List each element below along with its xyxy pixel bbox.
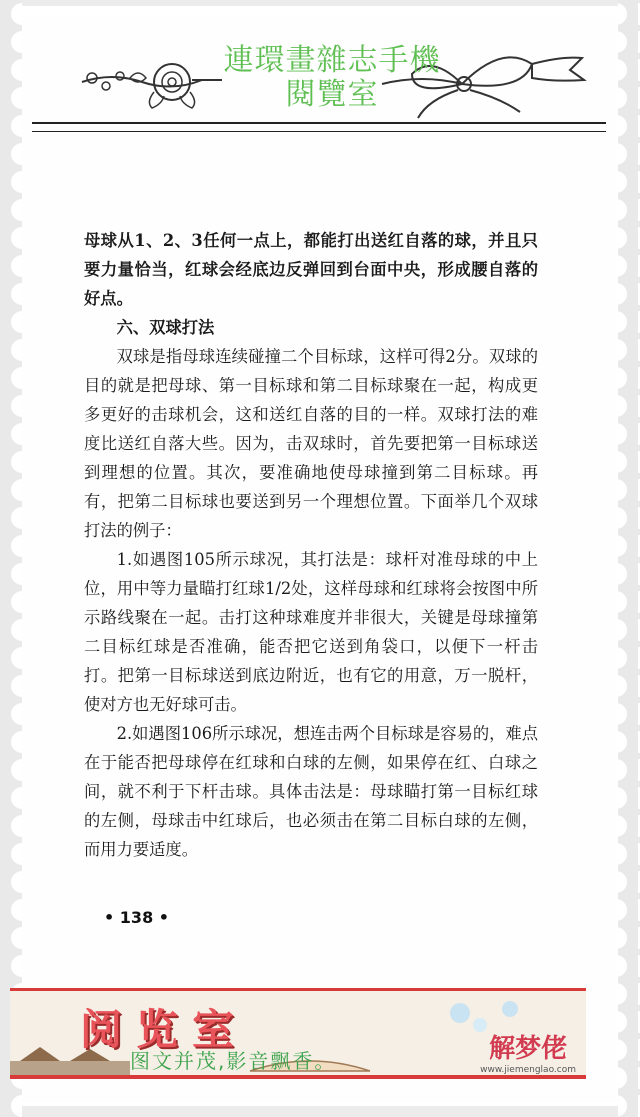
banner-subtitle: 图文并茂,影音飘香。 (130, 1049, 337, 1073)
header-rule-thin (32, 131, 606, 132)
reading-room-banner (10, 988, 586, 1079)
site-watermark (480, 1028, 576, 1075)
paragraph: 1.如遇图105所示球况，其打法是：球杆对准母球的中上位，用中等力量瞄打红球1/2处，这样母球和红球将会按图中所示路线聚在一起。击打这种球难度并非很大，关键是母球撞第二目标红球是否准确，能否把它送到角袋口，以便下一杆击打。把第一目标球送到底边附近，也有它的用意，万一脱杆，使对方也无好球可击。 (84, 550, 538, 714)
paragraph: 双球是指母球连续碰撞二个目标球，这样可得2分。双球的目的就是把母球、第一目标球和第二目标球聚在一起，构成更多更好的击球机会，这和送红自落的目的一样。双球打法的难度比送红自落大些。因为，击双球时，首先要把第一目标球送到理想的位置。其次，要准确地使母球撞到第二目标球。再有，把第二目标球也要送到另一个理想位置。下面举几个双球打法的例子： (84, 347, 538, 540)
magazine-title: 連環畫雜志手機閱覽室 (223, 43, 441, 112)
page-header (22, 16, 616, 126)
section-heading: 六、双球打法 (116, 318, 215, 337)
paragraph: 母球从1、2、3任何一点上，都能打出送红自落的球，并且只要力量恰当，红球会经底边反弹回到台面中央，形成腰自落的好点。 (84, 231, 538, 308)
header-rule-thick (32, 122, 606, 124)
page-number: • 138 • (104, 908, 169, 927)
article-body (84, 226, 538, 864)
watermark-url: www.jiemenglao.com (480, 1065, 576, 1075)
banner-title: 阅览室 (80, 1005, 249, 1054)
paragraph: 2.如遇图106所示球况，想连击两个目标球是容易的，难点在于能否把母球停在红球和白球的左侧，如果停在红、白球之间，就不利于下杆击球。具体击法是：母球瞄打第一目标红球的左侧，母球击中红球后，也必须击在第二目标白球的左侧，而用力要适度。 (84, 724, 538, 859)
watermark-logo-text: 解梦佬 (489, 1034, 568, 1064)
